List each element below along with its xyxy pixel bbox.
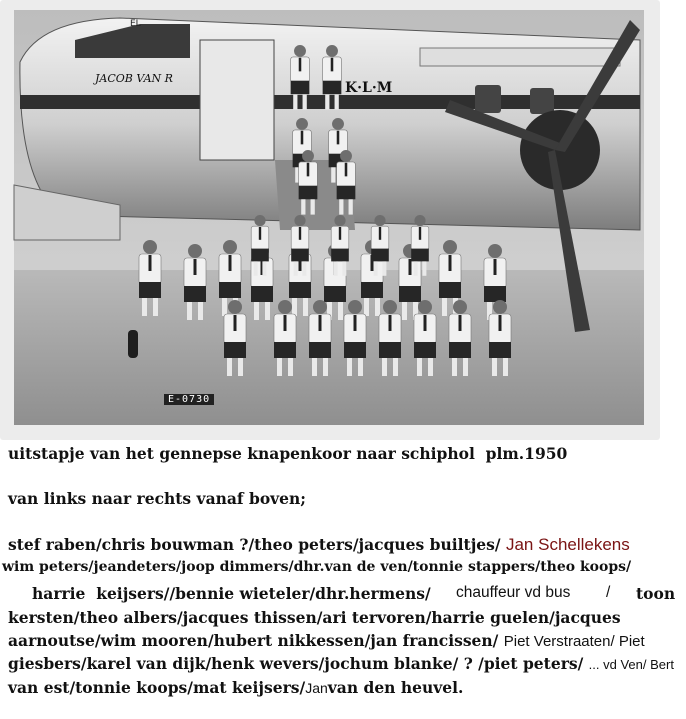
- caption-title-line: [8, 444, 567, 463]
- caption-row-2: wim peters/jeandeters/joop dimmers/dhr.van de ven/tonnie stappers/theo koops/: [2, 559, 632, 575]
- row6-added-names: ... vd Ven/ Bert: [588, 657, 674, 672]
- caption-title: uitstapje van het gennepse knapenkoor naar schiphol: [8, 444, 475, 463]
- airplane-door: [200, 40, 274, 160]
- photo-code-label: E-0730: [164, 394, 214, 405]
- caption-row-5: [8, 631, 645, 650]
- row7-surname: van den heuvel.: [327, 678, 464, 697]
- row7-added-jan: Jan: [305, 680, 328, 696]
- row1-names: stef raben/chris bouwman ?/theo peters/jacques builtjes/: [8, 535, 501, 554]
- row7-names: van est/tonnie koops/mat keijsers/: [8, 678, 306, 697]
- cabin-windows: [420, 48, 620, 66]
- row1-added-name: Jan Schellekens: [505, 535, 630, 554]
- caption-direction: van links naar rechts vanaf boven;: [8, 489, 307, 508]
- row3-names: keijsers//bennie wieteler/dhr.hermens/: [96, 584, 431, 603]
- row6-names: giesbers/karel van dijk/henk wevers/jochum blanke/ ? /piet peters/: [8, 654, 584, 673]
- registration-text: EL: [130, 19, 141, 29]
- landing-wheel: [128, 330, 138, 358]
- row5-names: aarnoutse/wim mooren/hubert nikkessen/jan francissen/: [8, 631, 499, 650]
- row3-harrie: harrie: [32, 584, 86, 603]
- plane-name-text: JACOB VAN R: [95, 72, 173, 85]
- row3-slash: /: [606, 584, 611, 601]
- caption-row-1: [8, 535, 630, 555]
- caption-row-7: [8, 678, 463, 697]
- row3-chauffeur: chauffeur vd bus: [456, 584, 571, 601]
- caption-year: plm.1950: [485, 444, 568, 463]
- caption-row-4: kersten/theo albers/jacques thissen/ari tervoren/harrie guelen/jacques: [8, 608, 621, 627]
- row5-added-names: Piet Verstraaten/ Piet: [503, 633, 645, 650]
- caption-row-3: [32, 584, 676, 603]
- row3-toon: toon: [636, 584, 676, 603]
- caption-row-6: [8, 654, 674, 673]
- airline-text: K·L·M: [345, 80, 393, 96]
